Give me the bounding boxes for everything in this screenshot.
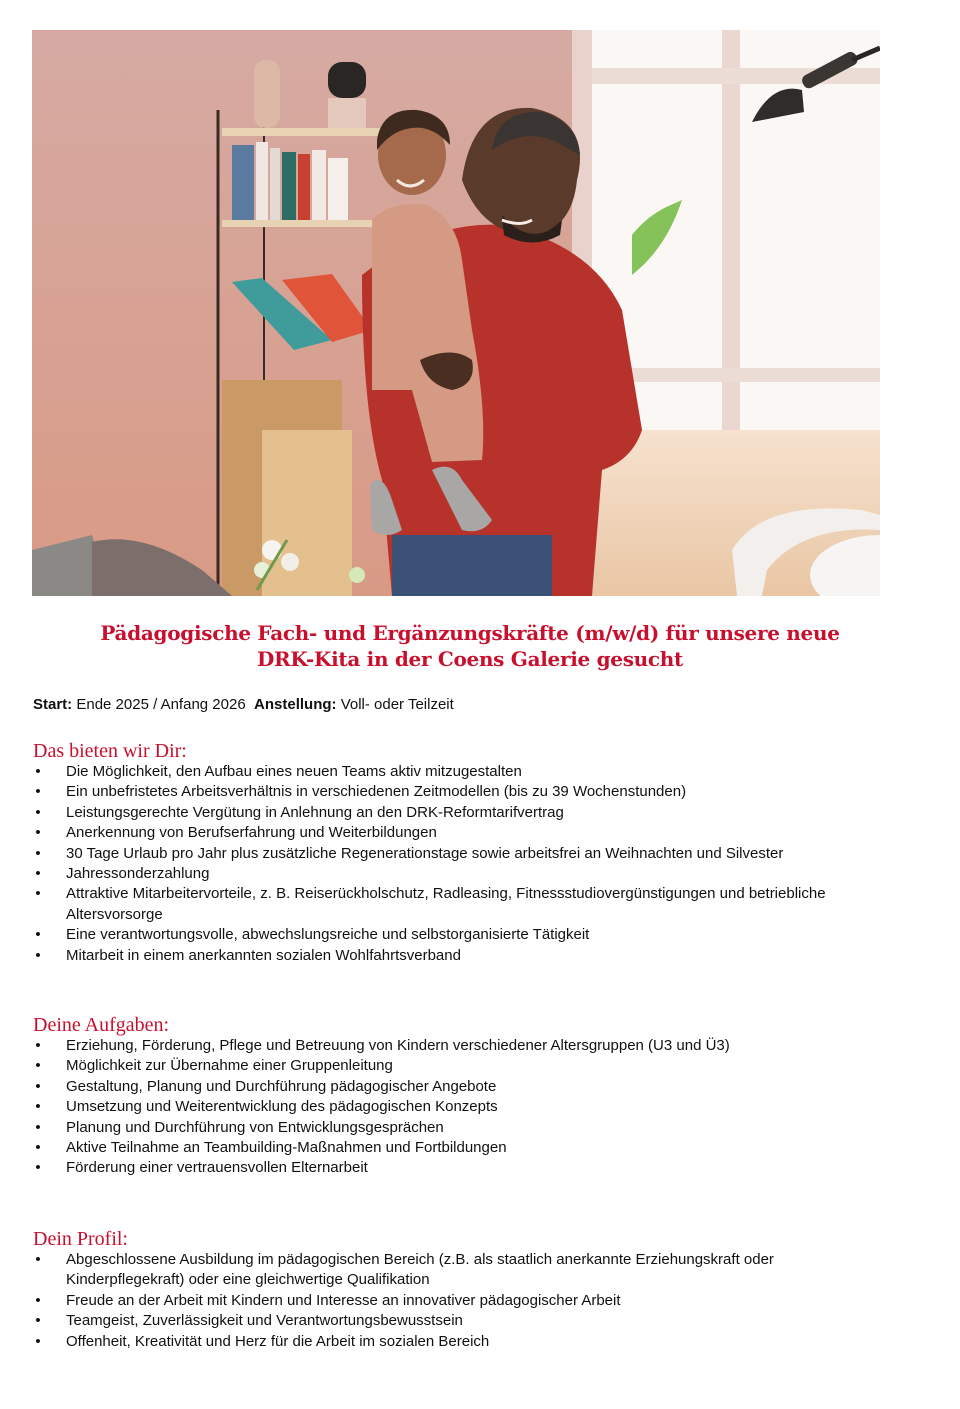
list-item xyxy=(33,1077,893,1097)
list-item xyxy=(33,1332,893,1352)
bullet-icon: • xyxy=(35,926,41,944)
list-item-text: Offenheit, Kreativität und Herz für die Arbeit im sozialen Bereich xyxy=(66,1332,490,1350)
bullet-icon: • xyxy=(35,946,41,964)
job-meta xyxy=(33,696,454,714)
job-title-line-2: DRK-Kita in der Coens Galerie gesucht xyxy=(257,647,683,671)
list-item-text: Anerkennung von Berufserfahrung und Weiterbildungen xyxy=(66,824,437,842)
job-title xyxy=(30,620,910,672)
list-item-text: Aktive Teilnahme an Teambuilding-Maßnahmen und Fortbildungen xyxy=(66,1139,507,1157)
list-item-text: Leistungsgerechte Vergütung in Anlehnung an den DRK-Reformtarifvertrag xyxy=(66,803,564,821)
bullet-icon: • xyxy=(35,803,41,821)
list-item xyxy=(33,1158,893,1178)
list-item xyxy=(33,782,893,802)
offer-list xyxy=(33,762,893,966)
list-item-text: Umsetzung und Weiterentwicklung des pädagogischen Konzepts xyxy=(66,1098,498,1116)
bullet-icon: • xyxy=(35,1139,41,1157)
list-item xyxy=(33,1250,893,1291)
list-item xyxy=(33,1036,893,1056)
section-heading: Das bieten wir Dir: xyxy=(33,740,187,762)
list-item xyxy=(33,1097,893,1117)
start-value: Ende 2025 / Anfang 2026 xyxy=(76,696,246,713)
list-item-text: Gestaltung, Planung und Durchführung pädagogischer Angebote xyxy=(66,1077,497,1095)
list-item-text: Möglichkeit zur Übernahme einer Gruppenleitung xyxy=(66,1057,393,1075)
job-title-line-1: Pädagogische Fach- und Ergänzungskräfte (m/w/d) für unsere neue xyxy=(100,621,840,645)
list-item-text: Planung und Durchführung von Entwicklungsgesprächen xyxy=(66,1118,444,1136)
list-item-text: Teamgeist, Zuverlässigkeit und Verantwortungsbewusstsein xyxy=(66,1312,463,1330)
bullet-icon: • xyxy=(35,1251,41,1268)
bullet-icon: • xyxy=(35,763,41,780)
list-item xyxy=(33,844,893,864)
bullet-icon: • xyxy=(35,1312,41,1330)
list-item xyxy=(33,1056,893,1076)
bullet-icon: • xyxy=(35,1037,41,1054)
list-item-text: Jahressonderzahlung xyxy=(66,865,210,883)
list-item xyxy=(33,884,893,925)
list-item-text: Freude an der Arbeit mit Kindern und Interesse an innovativer pädagogischer Arbeit xyxy=(66,1291,621,1309)
list-item xyxy=(33,803,893,823)
list-item xyxy=(33,1291,893,1311)
section-offer xyxy=(33,740,893,966)
list-item xyxy=(33,1311,893,1331)
bullet-icon: • xyxy=(35,1332,41,1350)
tasks-list xyxy=(33,1036,893,1179)
start-label: Start: xyxy=(33,696,73,713)
list-item xyxy=(33,1118,893,1138)
section-profile xyxy=(33,1228,893,1352)
list-item xyxy=(33,823,893,843)
bullet-icon: • xyxy=(35,1291,41,1309)
employment-value: Voll- oder Teilzeit xyxy=(340,696,454,713)
list-item-text: Attraktive Mitarbeitervorteile, z. B. Reiserückholschutz, Radleasing, Fitnessstudiovergünstigungen und betriebliche Altersvorsorge xyxy=(66,885,826,923)
bullet-icon: • xyxy=(35,885,41,903)
profile-list xyxy=(33,1250,893,1352)
list-item xyxy=(33,925,893,945)
photo-man-holding-child-icon xyxy=(32,30,880,596)
bullet-icon: • xyxy=(35,865,41,883)
list-item xyxy=(33,864,893,884)
list-item-text: Erziehung, Förderung, Pflege und Betreuung von Kindern verschiedener Altersgruppen (U3 und Ü3) xyxy=(66,1037,730,1054)
bullet-icon: • xyxy=(35,1057,41,1075)
bullet-icon: • xyxy=(35,844,41,862)
list-item-text: 30 Tage Urlaub pro Jahr plus zusätzliche Regenerationstage sowie arbeitsfrei an Weihnachten und Silvester xyxy=(66,844,784,862)
section-heading: Deine Aufgaben: xyxy=(33,1014,170,1036)
list-item-text: Mitarbeit in einem anerkannten sozialen Wohlfahrtsverband xyxy=(66,946,461,964)
bullet-icon: • xyxy=(35,1077,41,1095)
hero-photo xyxy=(32,30,880,596)
bullet-icon: • xyxy=(35,1098,41,1116)
list-item xyxy=(33,946,893,966)
bullet-icon: • xyxy=(35,1118,41,1136)
list-item-text: Die Möglichkeit, den Aufbau eines neuen Teams aktiv mitzugestalten xyxy=(66,763,522,780)
section-heading: Dein Profil: xyxy=(33,1228,128,1250)
section-tasks xyxy=(33,1014,893,1179)
list-item-text: Eine verantwortungsvolle, abwechslungsreiche und selbstorganisierte Tätigkeit xyxy=(66,926,590,944)
list-item-text: Abgeschlossene Ausbildung im pädagogischen Bereich (z.B. als staatlich anerkannte Erziehungskraft oder Kinderpflegekraft) oder eine gleichwertige Qualifikation xyxy=(66,1251,774,1289)
bullet-icon: • xyxy=(35,1159,41,1177)
list-item-text: Förderung einer vertrauensvollen Elternarbeit xyxy=(66,1159,368,1177)
bullet-icon: • xyxy=(35,824,41,842)
list-item-text: Ein unbefristetes Arbeitsverhältnis in verschiedenen Zeitmodellen (bis zu 39 Wochenstunden) xyxy=(66,783,687,801)
employment-label: Anstellung: xyxy=(254,696,337,713)
list-item xyxy=(33,1138,893,1158)
list-item xyxy=(33,762,893,782)
bullet-icon: • xyxy=(35,783,41,801)
